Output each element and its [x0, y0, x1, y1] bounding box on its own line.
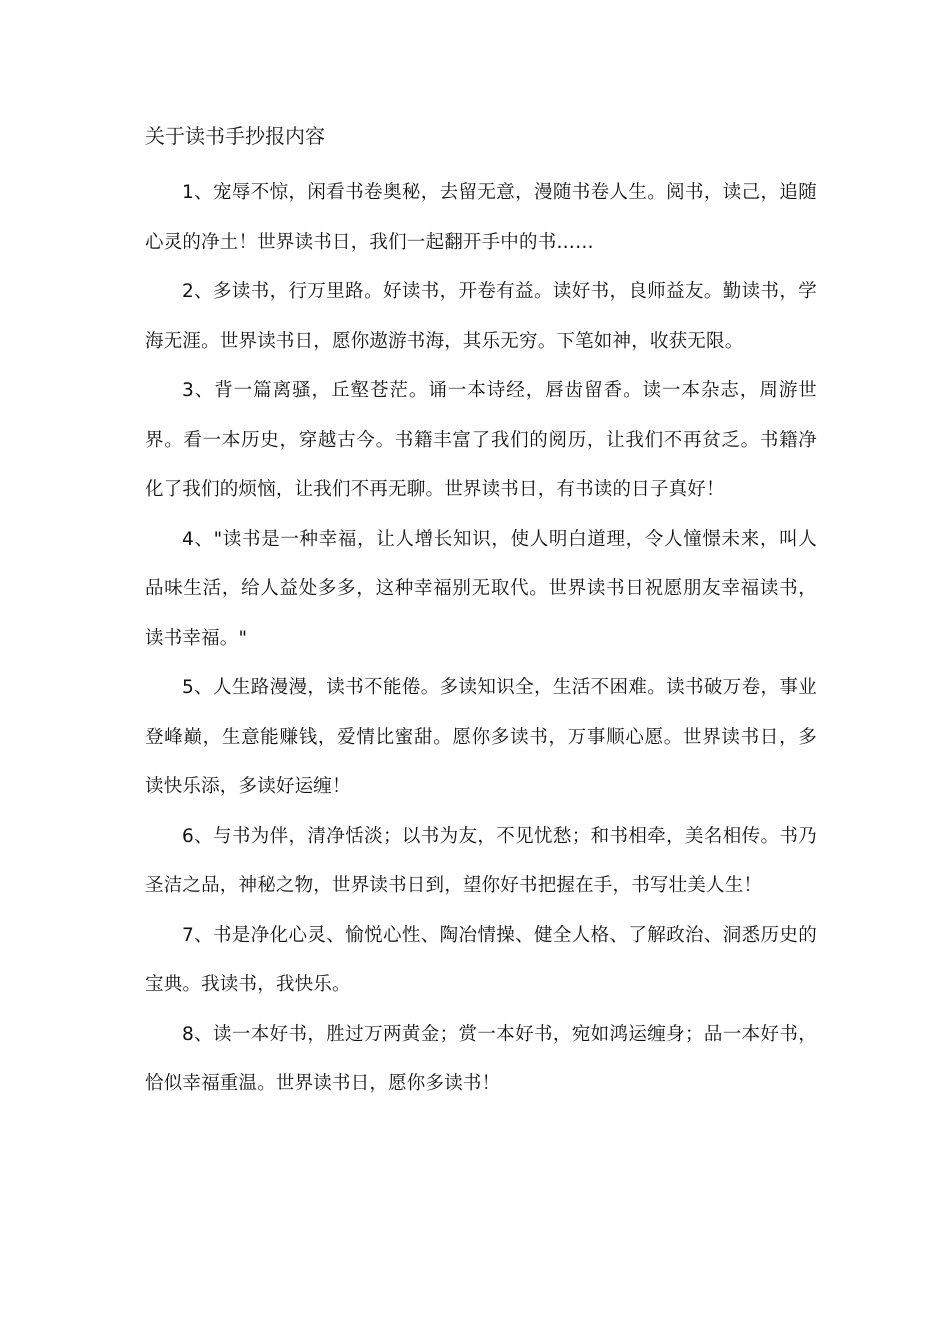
- paragraph-3: 3、背一篇离骚，丘壑苍茫。诵一本诗经，唇齿留香。读一本杂志，周游世界。看一本历史，穿越古今。书籍丰富了我们的阅历，让我们不再贫乏。书籍净化了我们的烦恼，让我们不再无聊。世界读书日，有书读的日子真好！: [145, 380, 817, 500]
- paragraph-4: 4、"读书是一种幸福，让人增长知识，使人明白道理，令人憧憬未来，叫人品味生活，给人益处多多，这种幸福别无取代。世界读书日祝愿朋友幸福读书，读书幸福。": [145, 528, 817, 649]
- paragraph-6: 6、与书为伴，清净恬淡；以书为友，不见忧愁；和书相牵，美名相传。书乃圣洁之品，神秘之物，世界读书日到，望你好书把握在手，书写壮美人生！: [145, 825, 817, 896]
- paragraph-7: 7、书是净化心灵、愉悦心性、陶冶情操、健全人格、了解政治、洞悉历史的宝典。我读书，我快乐。: [145, 924, 817, 995]
- document-title: 关于读书手抄报内容: [145, 124, 325, 148]
- paragraph-8: 8、读一本好书，胜过万两黄金；赏一本好书，宛如鸿运缠身；品一本好书，恰似幸福重温。世界读书日，愿你多读书！: [145, 1023, 817, 1094]
- document-body: [145, 168, 817, 1109]
- paragraph-2: 2、多读书，行万里路。好读书，开卷有益。读好书，良师益友。勤读书，学海无涯。世界读书日，愿你遨游书海，其乐无穷。下笔如神，收获无限。: [145, 281, 817, 352]
- paragraph-1: 1、宠辱不惊，闲看书卷奥秘，去留无意，漫随书卷人生。阅书，读己，追随心灵的净土！世界读书日，我们一起翻开手中的书……: [145, 182, 817, 253]
- paragraph-5: 5、人生路漫漫，读书不能倦。多读知识全，生活不困难。读书破万卷，事业登峰巅，生意能赚钱，爱情比蜜甜。愿你多读书，万事顺心愿。世界读书日，多读快乐添，多读好运缠！: [145, 677, 817, 797]
